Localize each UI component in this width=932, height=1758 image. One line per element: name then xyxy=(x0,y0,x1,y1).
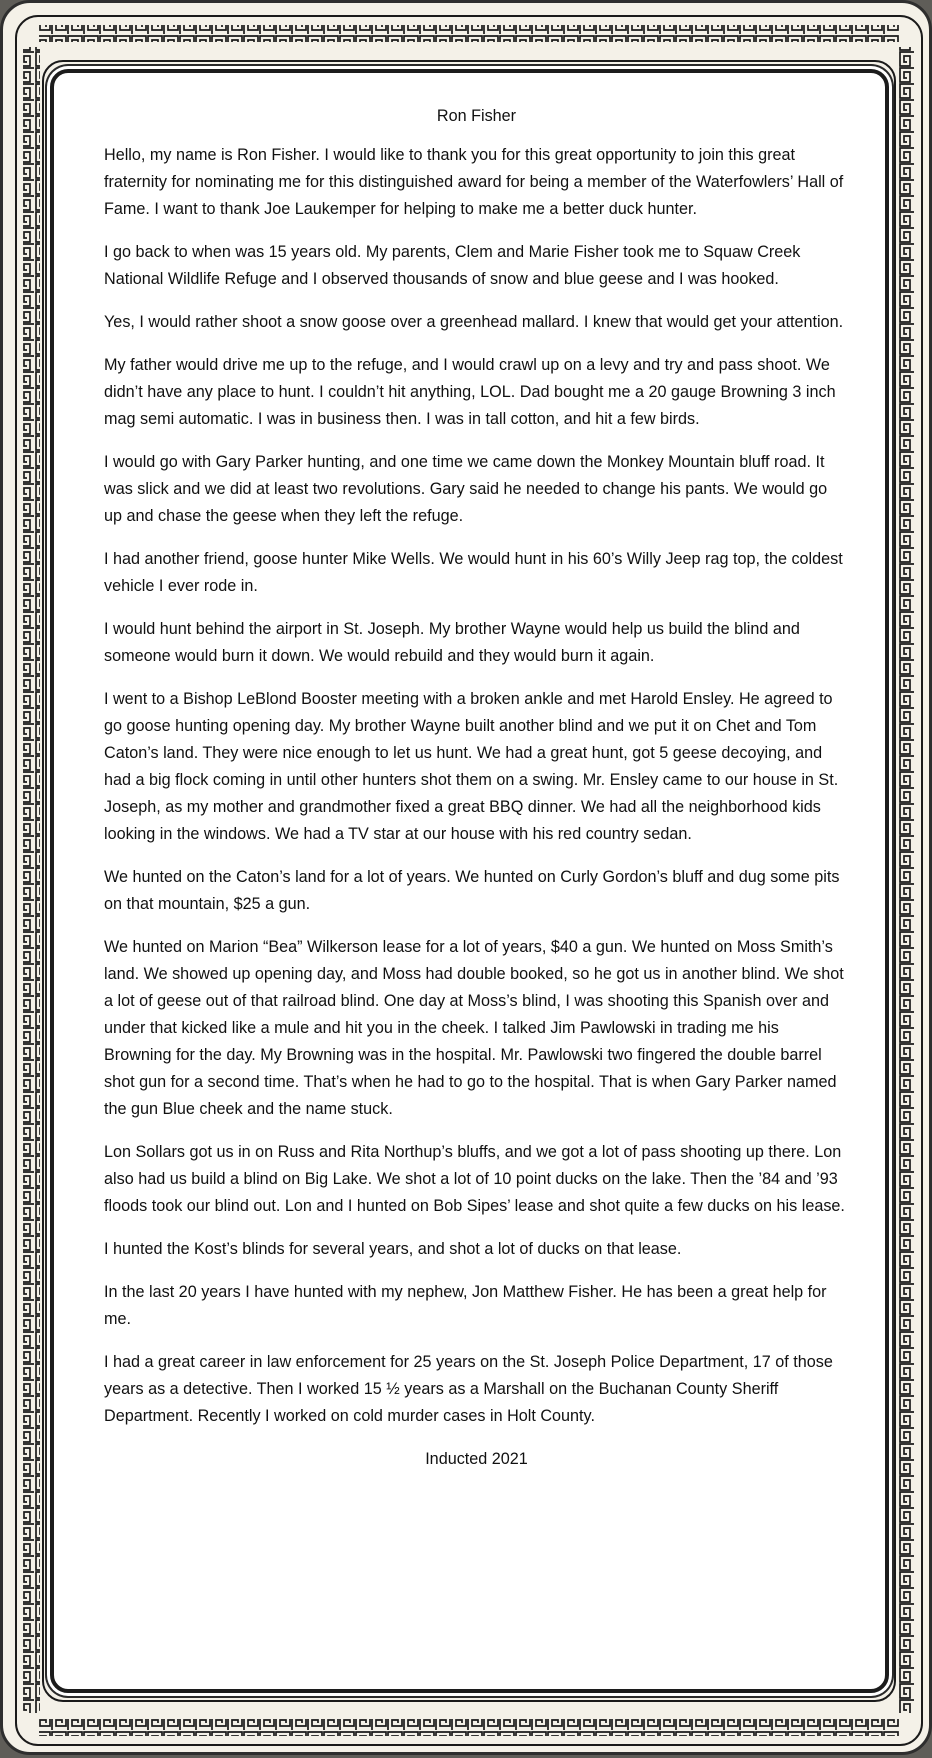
paragraph: I had another friend, goose hunter Mike Wells. We would hunt in his 60’s Willy Jeep rag top, the coldest vehicle I ever rode in. xyxy=(104,550,843,595)
paragraph: I went to a Bishop LeBlond Booster meeting with a broken ankle and met Harold Ensley. He agreed to go goose hunting opening day. My brother Wayne built another blind and we put it on Chet and Tom Caton’s land. They were nice enough to let us hunt. We had a great hunt, got 5 geese decoying, and had a big flock coming in until other hunters shot them on a swing. Mr. Ensley came to our house in St. Joseph, as my mother and grandmother fixed a great BBQ dinner. We had all the neighborhood kids looking in the windows. We had a TV star at our house with his red country sedan. xyxy=(104,690,839,843)
paragraph: I hunted the Kost’s blinds for several years, and shot a lot of ducks on that lease. xyxy=(104,1240,682,1258)
paragraph: I would go with Gary Parker hunting, and one time we came down the Monkey Mountain bluff road. It was slick and we did at least two revolutions. Gary said he needed to change his pants. We would go up and chase the geese when they left the refuge. xyxy=(104,453,828,525)
paragraph: We hunted on the Caton’s land for a lot of years. We hunted on Curly Gordon’s bluff and dug some pits on that mountain, $25 a gun. xyxy=(104,868,840,913)
paragraph: Lon Sollars got us in on Russ and Rita Northup’s bluffs, and we got a lot of pass shooting up there. Lon also had us build a blind on Big Lake. We shot a lot of 10 point ducks on the lake. Then the ’84 and ’93 floods took our blind out. Lon and I hunted on Bob Sipes’ lease and shot quite a few ducks on his lease. xyxy=(104,1143,845,1215)
paragraph: In the last 20 years I have hunted with my nephew, Jon Matthew Fisher. He has been a great help for me. xyxy=(104,1283,827,1328)
page-title: Ron Fisher xyxy=(436,107,517,125)
paragraph: I go back to when was 15 years old. My parents, Clem and Marie Fisher took me to Squaw Creek National Wildlife Refuge and I observed thousands of snow and blue geese and I was hooked. xyxy=(104,243,801,288)
paragraph: I would hunt behind the airport in St. Joseph. My brother Wayne would help us build the blind and someone would burn it down. We would rebuild and they would burn it again. xyxy=(104,620,800,665)
paragraph: My father would drive me up to the refuge, and I would crawl up on a levy and try and pass shoot. We didn’t have any place to hunt. I couldn’t hit anything, LOL. Dad bought me a 20 gauge Browning 3 inch mag semi automatic. I was in business then. I was in tall cotton, and hit a few birds. xyxy=(104,356,836,428)
paragraph: Hello, my name is Ron Fisher. I would like to thank you for this great opportunity to join this great fraternity for nominating me for this distinguished award for being a member of the Waterfowlers’ Hall of Fame. I want to thank Joe Laukemper for helping to make me a better duck hunter. xyxy=(104,146,844,218)
induction-year: Inducted 2021 xyxy=(425,1450,528,1468)
paragraph: We hunted on Marion “Bea” Wilkerson lease for a lot of years, $40 a gun. We hunted on Moss Smith’s land. We showed up opening day, and Moss had double booked, so he got us in another blind. We shot a lot of geese out of that railroad blind. One day at Moss’s blind, I was shooting this Spanish over and under that kicked like a mule and hit you in the cheek. I talked Jim Pawlowski in trading me his Browning for the day. My Browning was in the hospital. Mr. Pawlowski two fingered the double barrel shot gun for a second time. That’s when he had to go to the hospital. That is when Gary Parker named the gun Blue cheek and the name stuck. xyxy=(104,938,844,1118)
paragraph: Yes, I would rather shoot a snow goose over a greenhead mallard. I knew that would get your attention. xyxy=(104,313,844,331)
paragraph: I had a great career in law enforcement for 25 years on the St. Joseph Police Department, 17 of those years as a detective. Then I worked 15 ½ years as a Marshall on the Buchanan County Sheriff Department. Recently I worked on cold murder cases in Holt County. xyxy=(104,1353,833,1425)
document-body xyxy=(104,103,849,1473)
document-panel xyxy=(50,69,889,1693)
